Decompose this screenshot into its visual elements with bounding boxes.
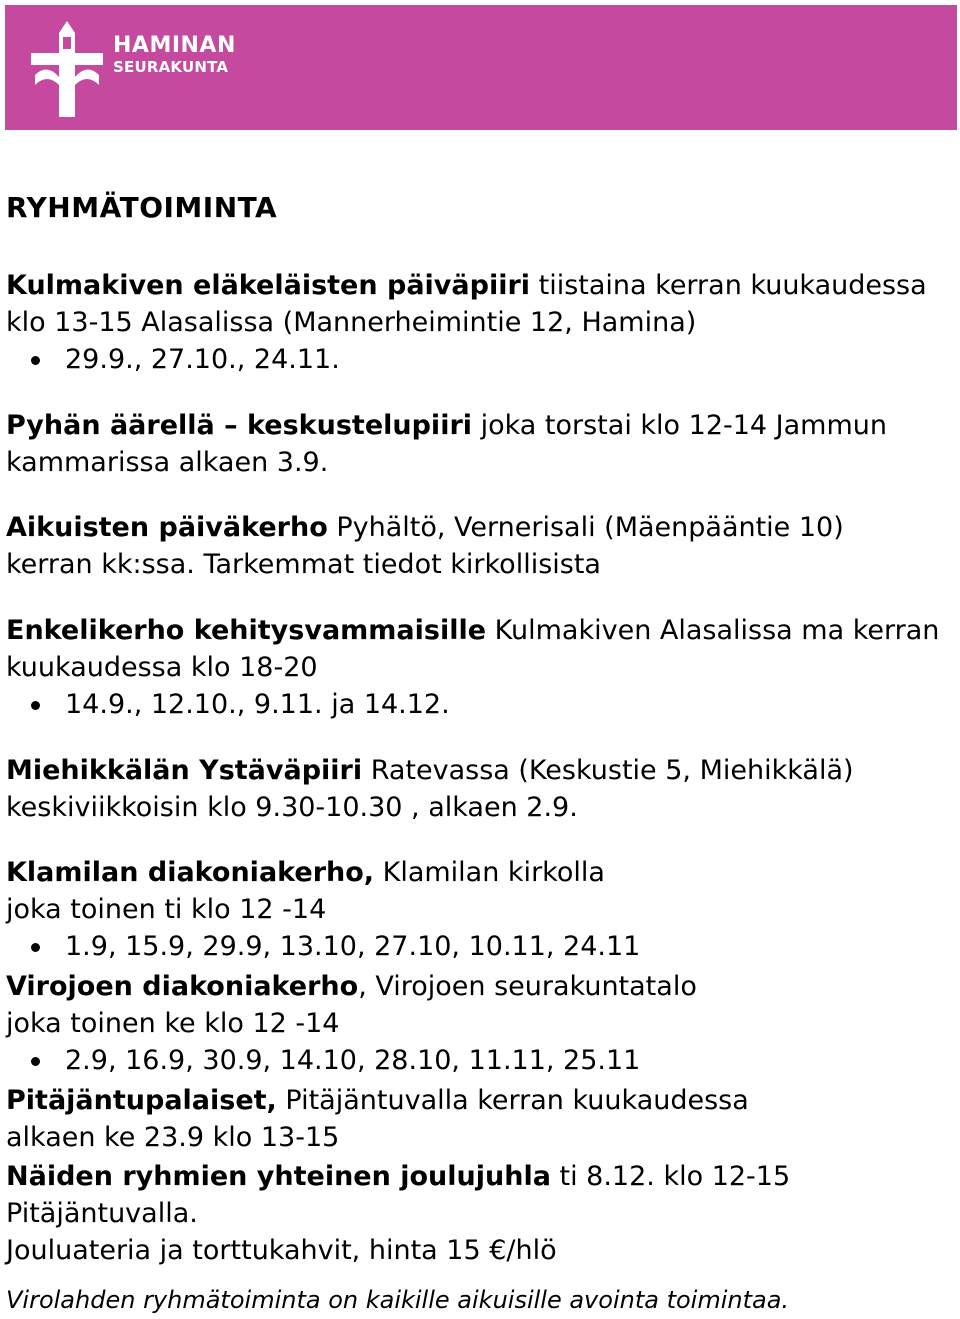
group-details-line2: joka toinen ke klo 12 -14 [6,1008,340,1039]
group-entry [6,752,951,826]
group-details: Kulmakiven Alasalissa ma kerran [486,615,940,646]
header-banner [5,5,957,130]
footer-note: Virolahden ryhmätoiminta on kaikille aikuisille avointa toimintaa. [6,1286,790,1314]
group-details-line2: Jouluateria ja torttukahvit, hinta 15 €/hlö [6,1235,557,1266]
group-details: Klamilan kirkolla [374,857,605,888]
group-title: Näiden ryhmien yhteinen joulujuhla [6,1161,551,1192]
page-title: RYHMÄTOIMINTA [6,191,278,224]
group-details-line2: kuukaudessa klo 18-20 [6,652,318,683]
logo-line2: SEURAKUNTA [113,58,229,76]
group-details: joka torstai klo 12-14 Jammun [472,410,888,441]
dates-bullet: 29.9., 27.10., 24.11. [6,341,951,378]
group-title: Kulmakiven eläkeläisten päiväpiiri [6,270,531,301]
group-entry [6,854,951,965]
group-details-line2: kammarissa alkaen 3.9. [6,447,329,478]
group-title: Aikuisten päiväkerho [6,512,328,543]
group-details-line2: klo 13-15 Alasalissa (Mannerheimintie 12, Hamina) [6,307,697,338]
group-entry [6,1158,951,1269]
group-details: Ratevassa (Keskustie 5, Miehikkälä) [362,755,854,786]
dates-bullet: 1.9, 15.9, 29.9, 13.10, 27.10, 10.11, 24.11 [6,928,951,965]
group-details: ti 8.12. klo 12-15 Pitäjäntuvalla. [6,1161,791,1229]
group-details: , Virojoen seurakuntatalo [358,971,697,1002]
group-entry [6,1082,951,1156]
dates-bullet: 2.9, 16.9, 30.9, 14.10, 28.10, 11.11, 25.11 [6,1042,951,1079]
group-title: Miehikkälän Ystäväpiiri [6,755,363,786]
group-title: Enkelikerho kehitysvammaisille [6,615,487,646]
church-cross-logo-icon [27,19,107,119]
group-entry [6,968,951,1079]
group-details: Pyhältö, Vernerisali (Mäenpääntie 10) [327,512,844,543]
dates-bullet: 14.9., 12.10., 9.11. ja 14.12. [6,686,951,723]
group-title: Pitäjäntupalaiset, [6,1085,277,1116]
group-title: Pyhän äärellä – keskustelupiiri [6,410,473,441]
group-title: Klamilan diakoniakerho, [6,857,375,888]
group-details-line2: alkaen ke 23.9 klo 13-15 [6,1122,340,1153]
group-details: Pitäjäntuvalla kerran kuukaudessa [276,1085,749,1116]
group-entry [6,267,951,378]
group-details-line2: kerran kk:ssa. Tarkemmat tiedot kirkollisista [6,549,601,580]
group-entry [6,612,951,723]
group-details-line2: joka toinen ti klo 12 -14 [6,894,327,925]
group-details: tiistaina kerran kuukaudessa [530,270,927,301]
group-title: Virojoen diakoniakerho [6,971,359,1002]
logo-wordmark [113,35,236,75]
logo-line1: HAMINAN [113,33,236,58]
group-details-line2: keskiviikkoisin klo 9.30-10.30 , alkaen 2.9. [6,792,578,823]
group-entry [6,509,951,583]
group-entry [6,407,951,481]
